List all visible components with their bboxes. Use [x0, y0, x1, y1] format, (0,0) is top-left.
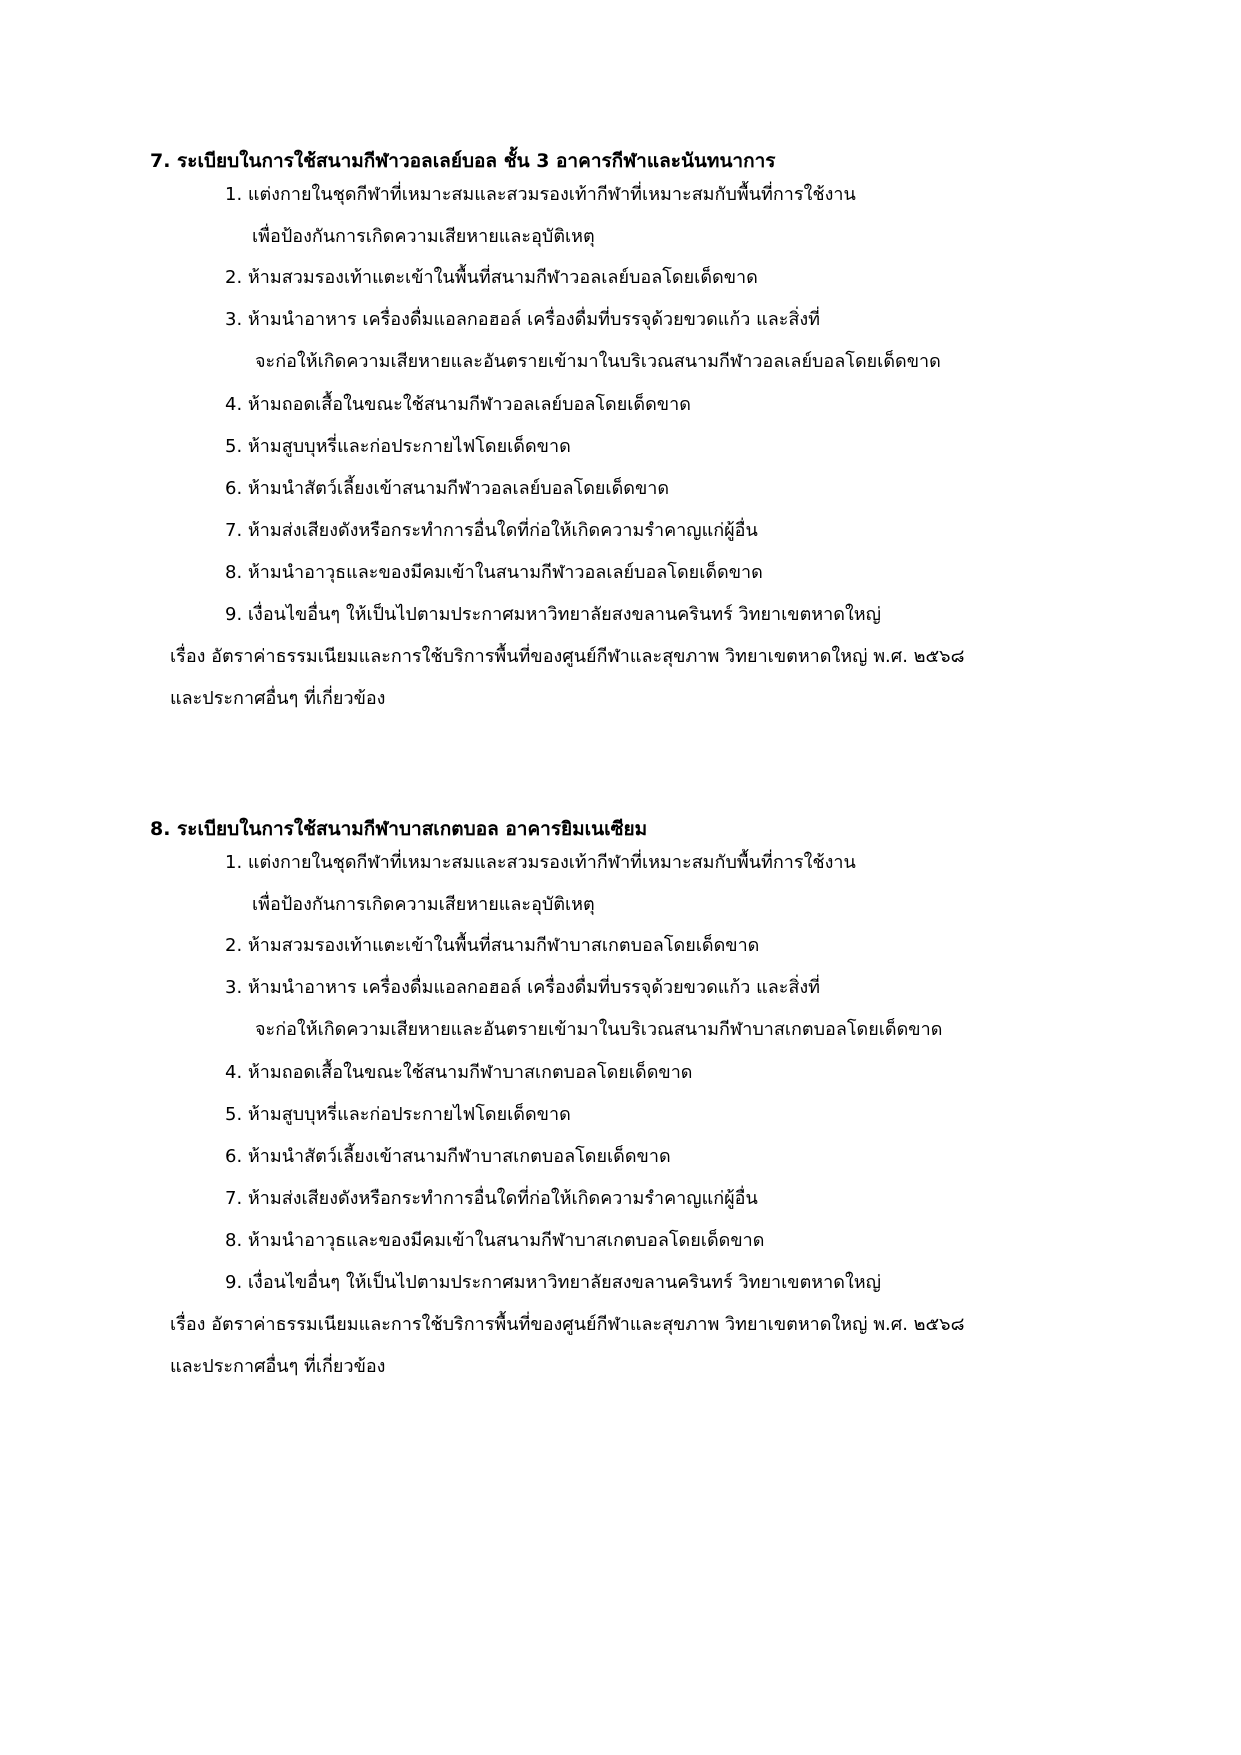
rule-item-4: 4. ห้ามถอดเสื้อในขณะใช้สนามกีฬาบาสเกตบอลโดยเด็ดขาด [225, 1062, 693, 1083]
section-heading: 7. ระเบียบในการใช้สนามกีฬาวอลเลย์บอล ชั้น 3 อาคารกีฬาและนันทนาการ [150, 150, 776, 172]
rule-item-6: 6. ห้ามนำสัตว์เลี้ยงเข้าสนามกีฬาวอลเลย์บอลโดยเด็ดขาด [225, 478, 670, 499]
rule-item-9: 9. เงื่อนไขอื่นๆ ให้เป็นไปตามประกาศมหาวิทยาลัยสงขลานครินทร์ วิทยาเขตหาดใหญ่ [225, 1272, 881, 1293]
rule-item-1: 1. แต่งกายในชุดกีฬาที่เหมาะสมและสวมรองเท้ากีฬาที่เหมาะสมกับพื้นที่การใช้งาน [225, 852, 856, 873]
rule-item-6: 6. ห้ามนำสัตว์เลี้ยงเข้าสนามกีฬาบาสเกตบอลโดยเด็ดขาด [225, 1146, 671, 1167]
rule-item-8: 8. ห้ามนำอาวุธและของมีคมเข้าในสนามกีฬาบาสเกตบอลโดยเด็ดขาด [225, 1230, 765, 1251]
rule-item-3: 3. ห้ามนำอาหาร เครื่องดื่มแอลกอฮอล์ เครื่องดื่มที่บรรจุด้วยขวดแก้ว และสิ่งที่ [225, 309, 821, 330]
rule-item-3-continuation: จะก่อให้เกิดความเสียหายและอันตรายเข้ามาในบริเวณสนามกีฬาบาสเกตบอลโดยเด็ดขาด [255, 1019, 943, 1040]
rule-item-9-footer-line-2: และประกาศอื่นๆ ที่เกี่ยวข้อง [170, 1356, 386, 1377]
rule-item-1: 1. แต่งกายในชุดกีฬาที่เหมาะสมและสวมรองเท้ากีฬาที่เหมาะสมกับพื้นที่การใช้งาน [225, 184, 856, 205]
rule-item-1-continuation: เพื่อป้องกันการเกิดความเสียหายและอุบัติเหตุ [252, 226, 595, 247]
rule-item-1-continuation: เพื่อป้องกันการเกิดความเสียหายและอุบัติเหตุ [252, 894, 595, 915]
rule-item-9-footer-line-1: เรื่อง อัตราค่าธรรมเนียมและการใช้บริการพื้นที่ของศูนย์กีฬาและสุขภาพ วิทยาเขตหาดใหญ่ พ.ศ. ๒๕๖๘ [170, 1314, 965, 1335]
rule-item-7: 7. ห้ามส่งเสียงดังหรือกระทำการอื่นใดที่ก่อให้เกิดความรำคาญแก่ผู้อื่น [225, 520, 758, 541]
rule-item-2: 2. ห้ามสวมรองเท้าแตะเข้าในพื้นที่สนามกีฬาบาสเกตบอลโดยเด็ดขาด [225, 935, 760, 956]
rule-item-5: 5. ห้ามสูบบุหรี่และก่อประกายไฟโดยเด็ดขาด [225, 436, 571, 457]
rule-item-4: 4. ห้ามถอดเสื้อในขณะใช้สนามกีฬาวอลเลย์บอลโดยเด็ดขาด [225, 394, 691, 415]
rule-item-3-continuation: จะก่อให้เกิดความเสียหายและอันตรายเข้ามาในบริเวณสนามกีฬาวอลเลย์บอลโดยเด็ดขาด [255, 351, 941, 372]
rule-item-8: 8. ห้ามนำอาวุธและของมีคมเข้าในสนามกีฬาวอลเลย์บอลโดยเด็ดขาด [225, 562, 763, 583]
rule-item-7: 7. ห้ามส่งเสียงดังหรือกระทำการอื่นใดที่ก่อให้เกิดความรำคาญแก่ผู้อื่น [225, 1188, 758, 1209]
rule-item-9: 9. เงื่อนไขอื่นๆ ให้เป็นไปตามประกาศมหาวิทยาลัยสงขลานครินทร์ วิทยาเขตหาดใหญ่ [225, 604, 881, 625]
rule-item-3: 3. ห้ามนำอาหาร เครื่องดื่มแอลกอฮอล์ เครื่องดื่มที่บรรจุด้วยขวดแก้ว และสิ่งที่ [225, 977, 821, 998]
rule-item-5: 5. ห้ามสูบบุหรี่และก่อประกายไฟโดยเด็ดขาด [225, 1104, 571, 1125]
rule-item-9-footer-line-2: และประกาศอื่นๆ ที่เกี่ยวข้อง [170, 688, 386, 709]
rule-item-9-footer-line-1: เรื่อง อัตราค่าธรรมเนียมและการใช้บริการพื้นที่ของศูนย์กีฬาและสุขภาพ วิทยาเขตหาดใหญ่ พ.ศ. ๒๕๖๘ [170, 646, 965, 667]
rule-item-2: 2. ห้ามสวมรองเท้าแตะเข้าในพื้นที่สนามกีฬาวอลเลย์บอลโดยเด็ดขาด [225, 267, 758, 288]
section-heading: 8. ระเบียบในการใช้สนามกีฬาบาสเกตบอล อาคารยิมเนเซียม [150, 818, 648, 840]
